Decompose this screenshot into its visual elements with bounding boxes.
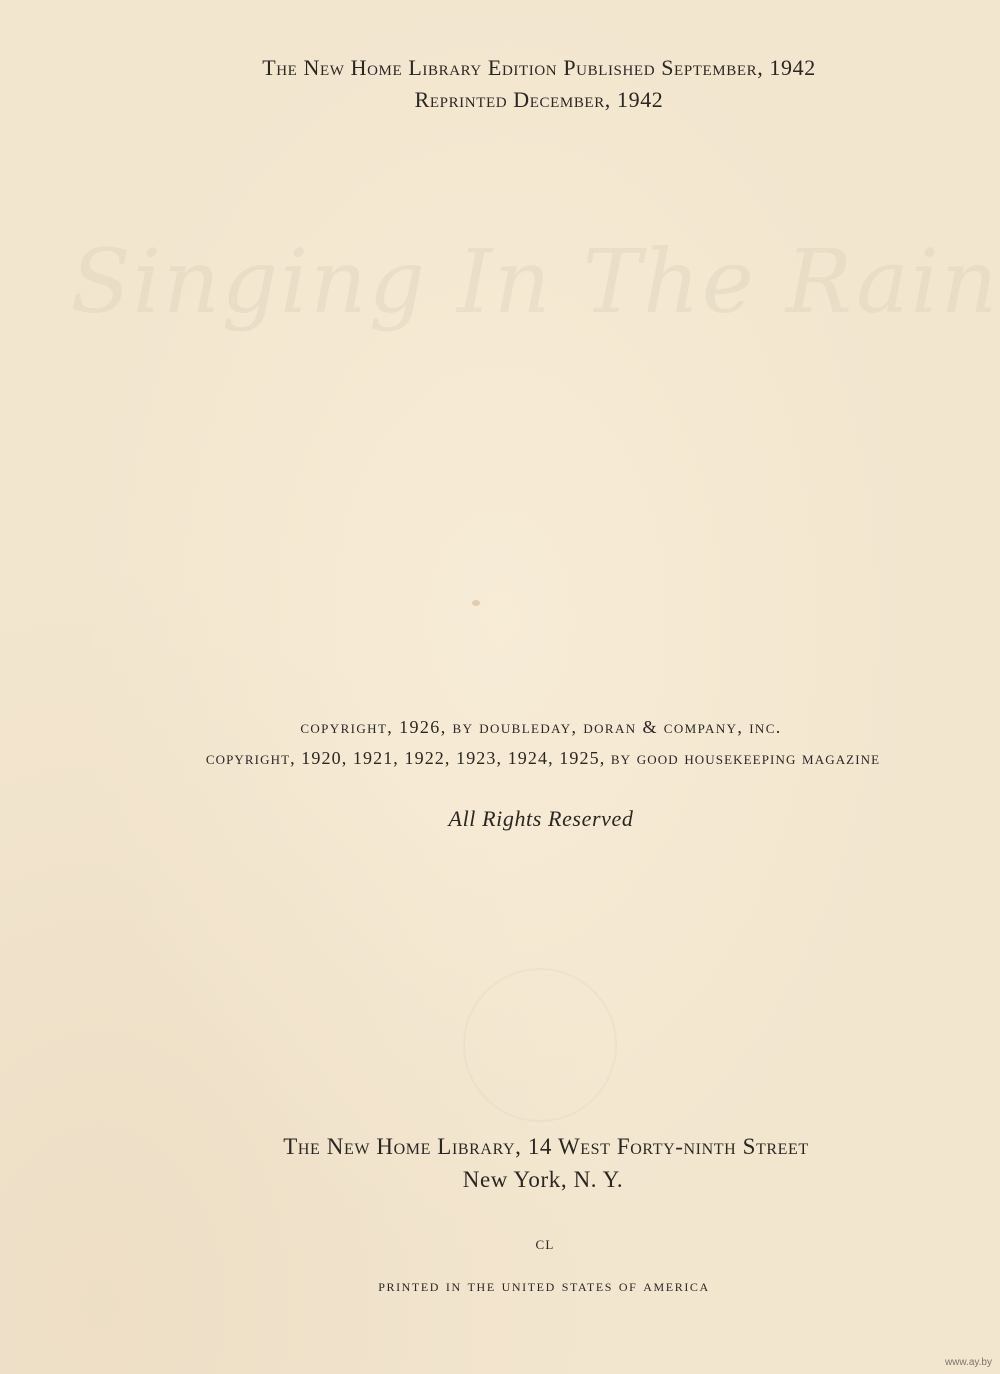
site-watermark: www.ay.by — [944, 1357, 992, 1368]
paper-speck — [472, 600, 480, 606]
copyright-doubleday-line: copyright, 1926, by doubleday, doran & company, inc. — [300, 717, 782, 737]
edition-reprinted-line: Reprinted December, 1942 — [414, 87, 664, 112]
all-rights-reserved: All Rights Reserved — [448, 806, 634, 831]
publisher-address-line: The New Home Library, 14 West Forty-ninth Street — [283, 1134, 809, 1159]
copyright-good-housekeeping-line: copyright, 1920, 1921, 1922, 1923, 1924, 1925, by good housekeeping magazine — [205, 748, 881, 768]
show-through-seal — [463, 968, 617, 1122]
publisher-city-line: New York, N. Y. — [462, 1167, 624, 1192]
printing-code: cl — [535, 1233, 555, 1253]
edition-published-line: The New Home Library Edition Published September, 1942 — [262, 55, 816, 80]
show-through-title: Singing In The Rain — [70, 230, 1000, 333]
printed-in-usa-line: printed in the united states of america — [378, 1276, 710, 1295]
